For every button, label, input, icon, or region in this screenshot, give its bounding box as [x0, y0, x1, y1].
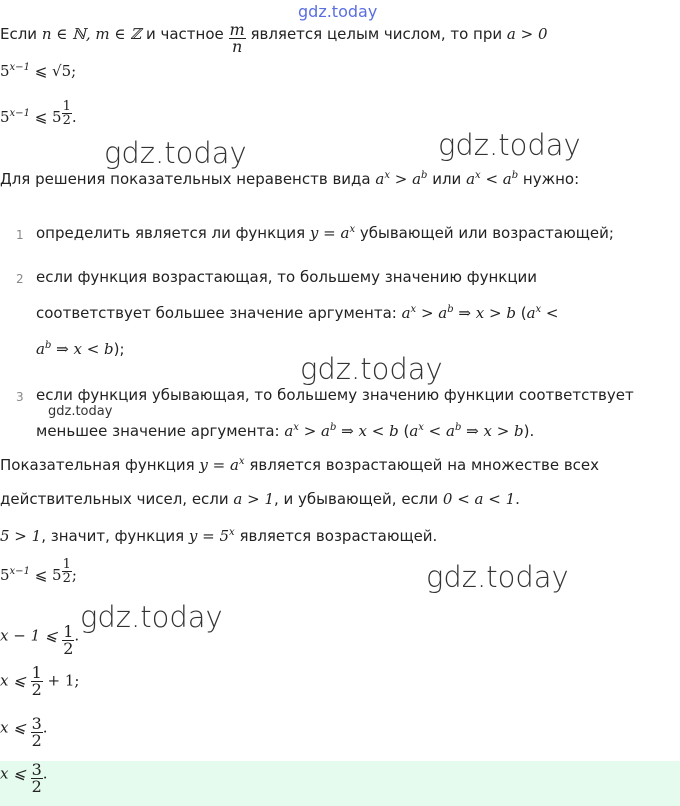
intro-math-sets: n ∈ ℕ, m ∈ ℤ — [41, 25, 142, 43]
solution-answer: x ⩽ $\frac{3}{2}$ . — [0, 760, 48, 796]
watermark-3: gdz.today — [300, 352, 443, 386]
list-number: 3 — [16, 390, 24, 404]
list-number: 1 — [16, 228, 24, 242]
answer-highlight — [0, 761, 680, 806]
para-method: Для решения показательных неравенств вида $a^x > a^b$ или $a^x < a^b$ нужно: — [0, 170, 580, 188]
watermark-4: gdz.today — [48, 404, 113, 419]
half-fraction: 1 2 — [62, 99, 71, 128]
solution-step-4: x ⩽ $\frac{3}{2}$ . — [0, 714, 48, 750]
intro-line — [0, 20, 548, 56]
para-conclusion: 5 > 1, значит, функция $y = 5^x$ является возрастающей. — [0, 527, 438, 545]
intro-fraction: $\frac{m}{n}$ — [229, 20, 245, 56]
half-fraction: 1 2 — [62, 557, 71, 586]
solution-step-3: x ⩽ $\frac{1}{2}$ + 1; — [0, 663, 80, 699]
para-conditions: действительных чисел, если a > 1, и убывающей, если 0 < a < 1. — [0, 490, 520, 508]
watermark-6: gdz.today — [80, 600, 223, 634]
watermark-2: gdz.today — [438, 128, 581, 162]
inequality-2: $5^{x-1}$ ⩽ 5 $^{\frac{1}{2}}$ . — [0, 99, 77, 128]
solution-step-2: x − 1 ⩽ $\frac{1}{2}$ . — [0, 622, 80, 658]
intro-math-condition: a > 0 — [506, 25, 548, 43]
watermark-5: gdz.today — [426, 560, 569, 594]
list-number: 2 — [16, 272, 24, 286]
intro-text-end: является целым числом, то при — [245, 25, 507, 43]
intro-text-quotient: и частное — [141, 25, 229, 43]
watermark-1: gdz.today — [104, 136, 247, 170]
para-exponential: Показательная функция $y = a^x$ является возрастающей на множестве всех — [0, 456, 600, 474]
solution-step-1: $5^{x-1}$ ⩽ 5 $^{\frac{1}{2}}$ ; — [0, 557, 77, 586]
watermark-top: gdz.today — [298, 2, 378, 21]
inequality-1: $5^{x-1}$ ⩽ √5; — [0, 62, 77, 80]
intro-text: Если — [0, 25, 42, 43]
